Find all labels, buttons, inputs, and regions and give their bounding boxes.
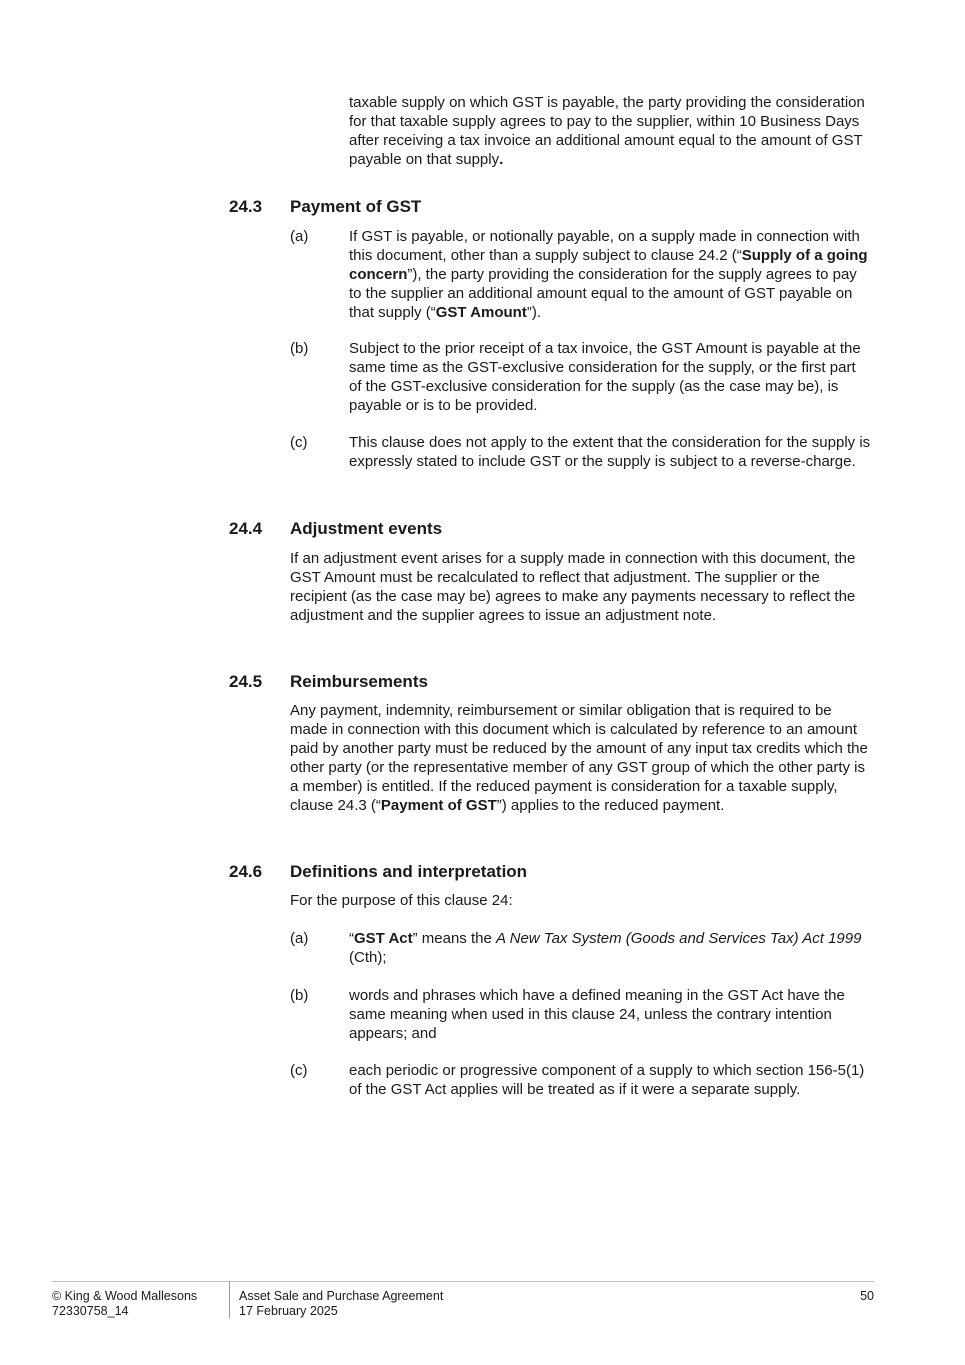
section-number: 24.3 <box>229 197 263 216</box>
continuation-paragraph: taxable supply on which GST is payable, the party providing the consideration for that taxable supply agrees to pay to the supplier, within 10 Business Days after receiving a tax invoice an additional amount equal to the amount of GST payable on that supply. <box>349 94 865 168</box>
clause-label: (c) <box>290 434 308 451</box>
clause-text: “GST Act” means the A New Tax System (Goods and Services Tax) Act 1999 (Cth); <box>349 930 862 966</box>
footer-doc-id: 72330758_14 <box>52 1304 129 1318</box>
page-footer <box>52 1281 874 1322</box>
footer-doc-title: Asset Sale and Purchase Agreement <box>239 1289 444 1303</box>
section-number: 24.4 <box>229 519 263 538</box>
footer-divider <box>229 1282 230 1318</box>
section-number: 24.6 <box>229 862 263 881</box>
section-title: Payment of GST <box>290 197 422 216</box>
clause-24-3-b <box>290 339 871 415</box>
footer-date: 17 February 2025 <box>239 1304 338 1318</box>
section-heading-24-6 <box>229 862 527 882</box>
clause-label: (b) <box>290 987 309 1004</box>
section-heading-24-4 <box>229 519 442 539</box>
clause-label: (c) <box>290 1062 308 1079</box>
clause-label: (b) <box>290 340 309 357</box>
section-title: Adjustment events <box>290 519 443 538</box>
clause-24-6-a <box>290 929 871 967</box>
clause-24-6-c <box>290 1061 871 1099</box>
clause-text: Subject to the prior receipt of a tax invoice, the GST Amount is payable at the same time as the GST-exclusive consideration for the supply, or the first part of the GST-exclusive consideration for the supply (as the case may be), is payable or is to be provided. <box>349 340 861 414</box>
section-number: 24.5 <box>229 672 263 691</box>
clause-label: (a) <box>290 228 309 245</box>
section-24-6-intro: For the purpose of this clause 24: <box>290 892 513 909</box>
section-24-4-text: If an adjustment event arises for a supply made in connection with this document, the GST Amount must be recalculated to reflect that adjustment. The supplier or the recipient (as the case may be) agrees to make any payments necessary to reflect the adjustment and the supplier agrees to issue an adjustment note. <box>290 550 856 624</box>
clause-text: If GST is payable, or notionally payable, on a supply made in connection with this document, other than a supply subject to clause 24.2 (“Supply of a going concern”), the party providing the consideration for the supply agrees to pay to the supplier an additional amount equal to the amount of GST payable on that supply (“GST Amount”). <box>349 228 868 321</box>
section-title: Definitions and interpretation <box>290 862 528 881</box>
section-heading-24-5 <box>229 672 428 692</box>
clause-text: words and phrases which have a defined meaning in the GST Act have the same meaning when used in this clause 24, unless the contrary intention appears; and <box>349 987 845 1042</box>
clause-label: (a) <box>290 930 309 947</box>
footer-firm <box>52 1289 197 1319</box>
footer-document <box>239 1289 443 1319</box>
clause-24-3-c <box>290 433 871 471</box>
section-heading-24-3 <box>229 197 421 217</box>
footer-copyright: © King & Wood Mallesons <box>52 1289 198 1303</box>
clause-text: each periodic or progressive component of a supply to which section 156-5(1) of the GST Act applies will be treated as if it were a separate supply. <box>349 1062 865 1098</box>
section-title: Reimbursements <box>290 672 428 691</box>
clause-text: This clause does not apply to the extent that the consideration for the supply is expressly stated to include GST or the supply is subject to a reverse-charge. <box>349 434 871 470</box>
section-24-5-text: Any payment, indemnity, reimbursement or similar obligation that is required to be made in connection with this document which is calculated by reference to an amount paid by another party must be reduced by the amount of any input tax credits which the other party (or the representative member of any GST group of which the other party is a member) is entitled. If the reduced payment is consideration for a taxable supply, clause 24.3 (“Payment of GST”) applies to the reduced payment. <box>290 702 868 814</box>
clause-24-6-b <box>290 986 871 1043</box>
clause-24-3-a <box>290 227 871 322</box>
page-number: 50 <box>860 1289 874 1303</box>
